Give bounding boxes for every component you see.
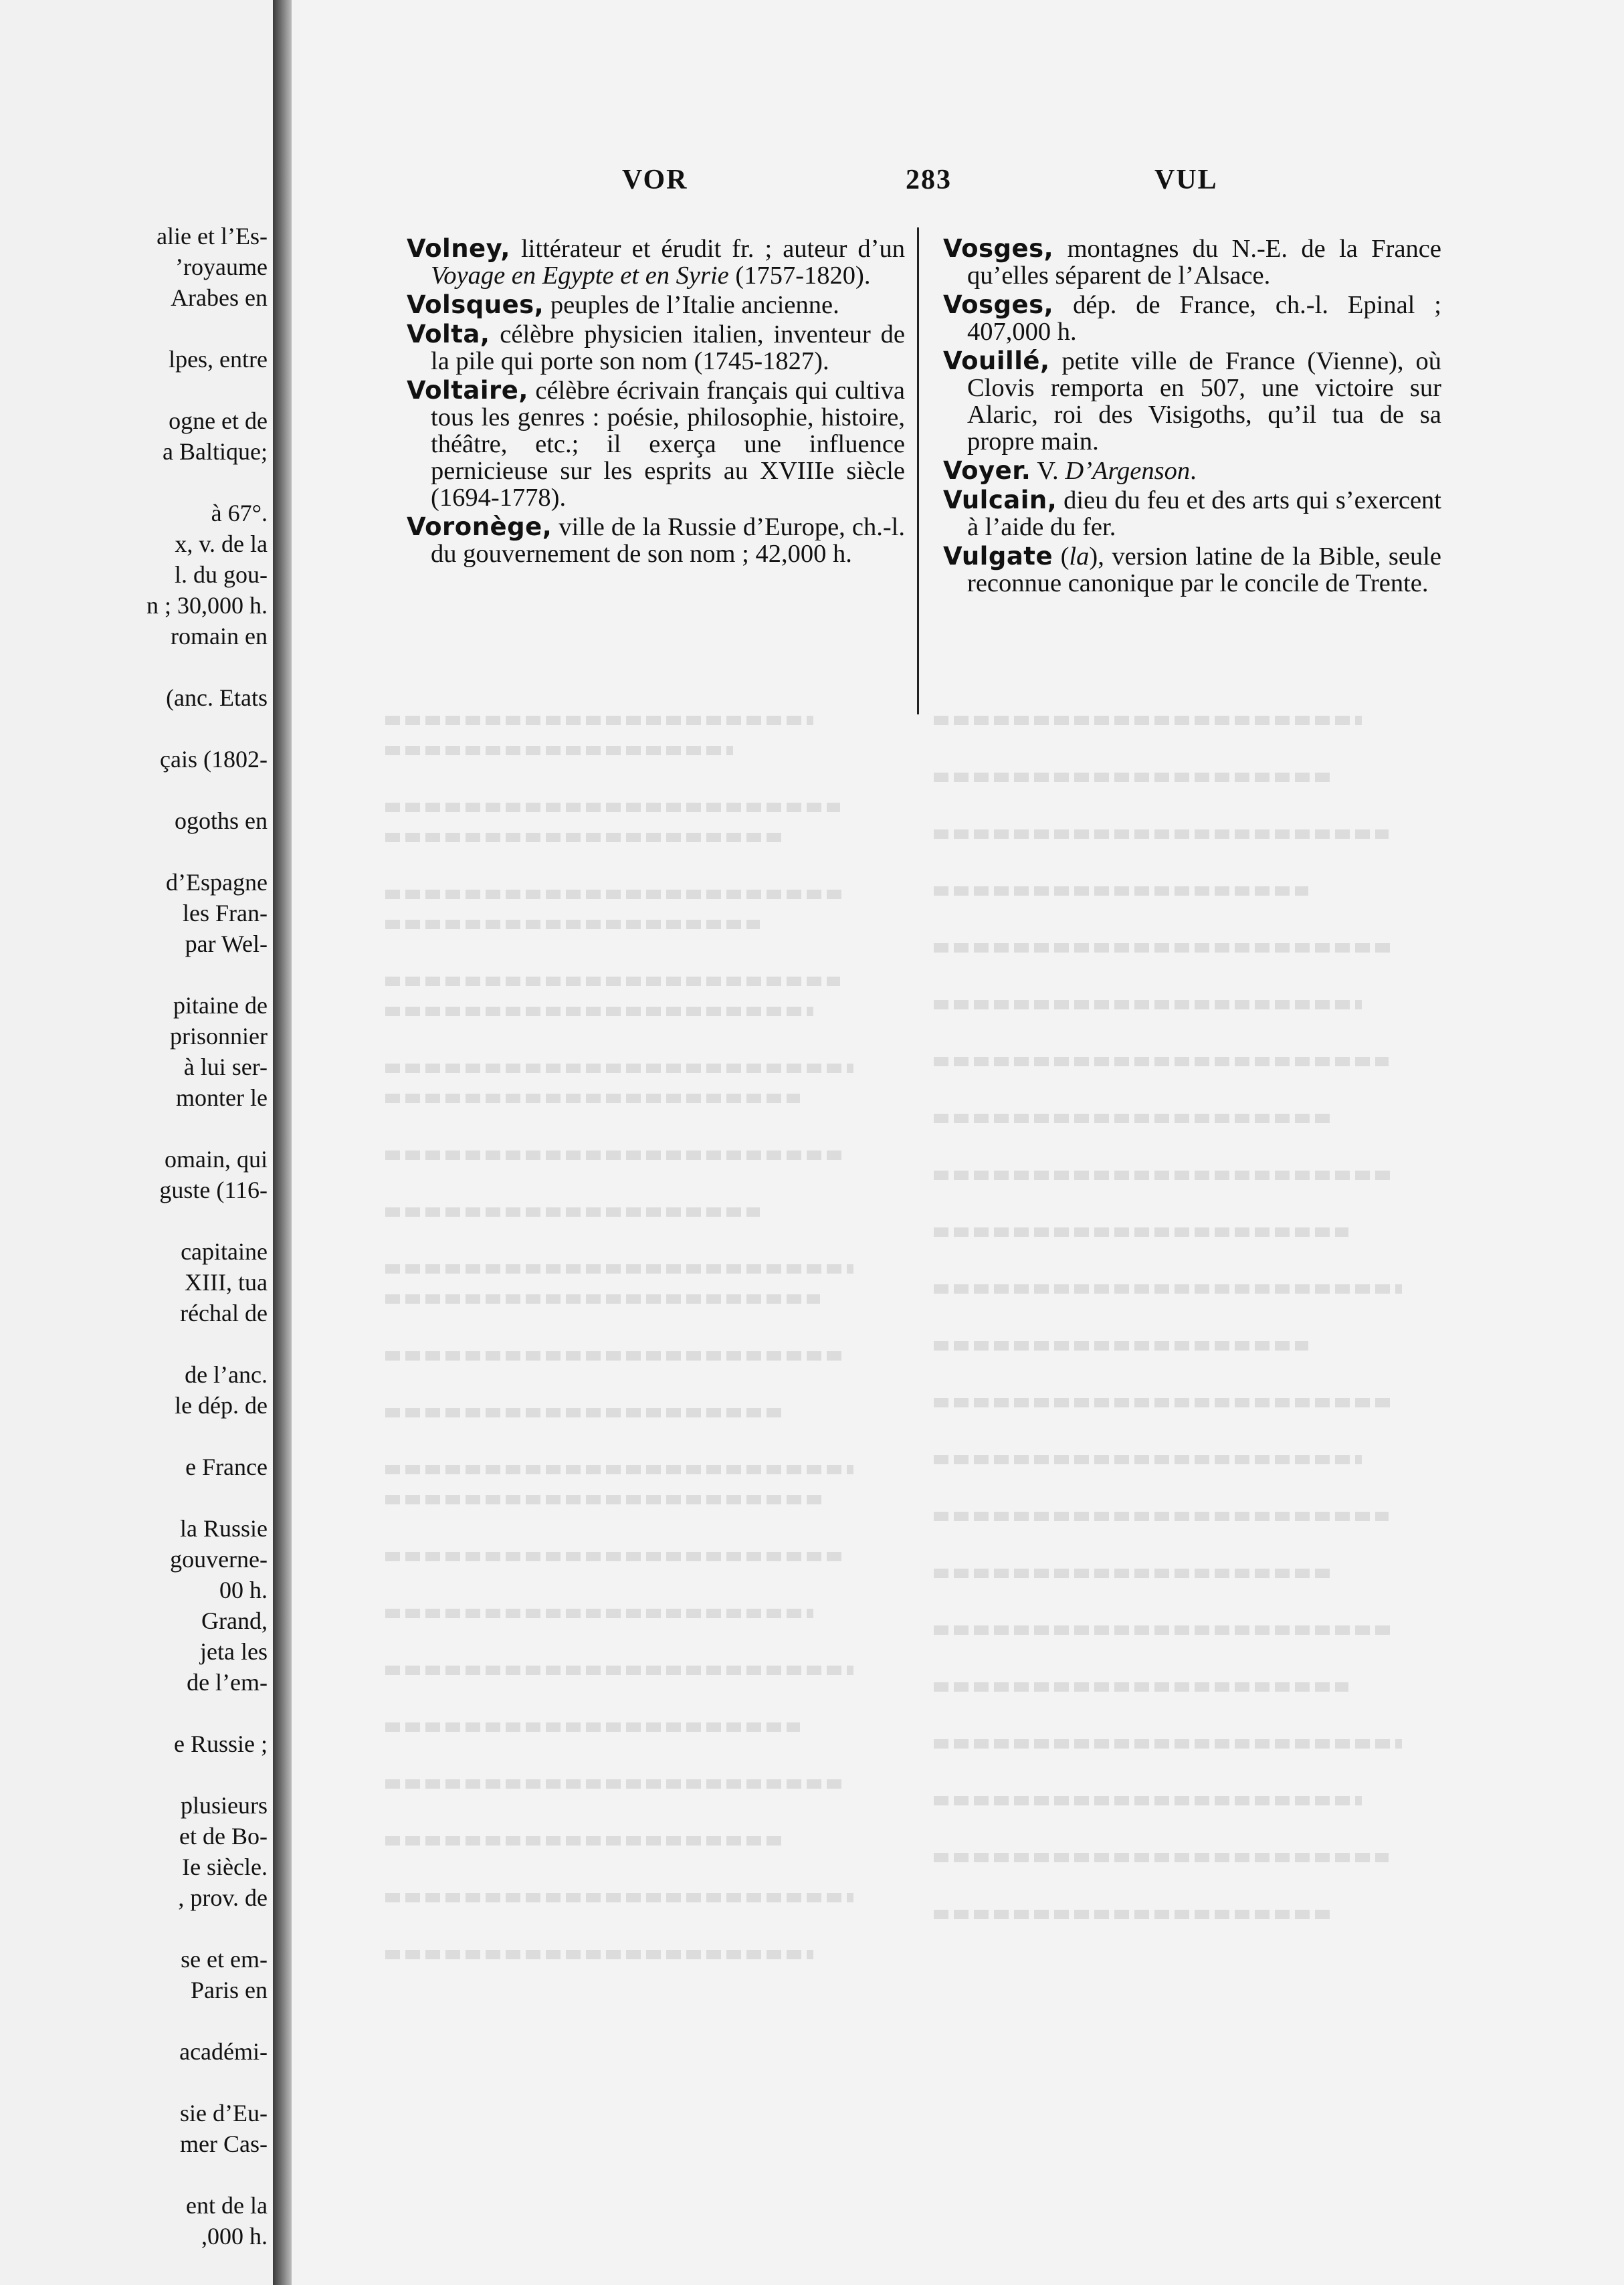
facing-page-text-fragment: pitaine de: [173, 992, 268, 1019]
bleed-through-line: [934, 1796, 1362, 1805]
facing-page-text-fragment: et de Bo-: [179, 1823, 268, 1850]
entry-definition: ville de la Russie d’Europe, ch.-l. du gouvernement de son nom ; 42,000 h.: [431, 513, 905, 568]
facing-page-text-fragment: a Baltique;: [163, 438, 268, 465]
dictionary-entry: [943, 348, 1441, 455]
bleed-through-line: [934, 716, 1362, 725]
facing-page-text-fragment: alie et l’Es-: [157, 223, 268, 250]
facing-page-text-fragment: la Russie: [180, 1515, 268, 1542]
facing-page-text-fragment: capitaine: [181, 1238, 268, 1265]
bleed-through-line: [385, 977, 840, 986]
running-head: [292, 164, 1624, 204]
bleed-through-line: [934, 1682, 1348, 1692]
bleed-through-line: [385, 1609, 813, 1618]
facing-page-text-fragment: de l’anc.: [185, 1361, 268, 1388]
entry-headword: Voronège,: [407, 512, 552, 541]
facing-page-text-fragment: (anc. Etats: [166, 684, 268, 711]
bleed-through-line: [385, 890, 847, 899]
bleed-through-line: [385, 1950, 813, 1959]
facing-page-text-fragment: ’royaume: [175, 254, 268, 280]
bleed-through-line: [385, 1007, 813, 1016]
entry-definition: dieu du feu et des arts qui s’exercent à l’aide du fer.: [967, 486, 1441, 541]
entry-headword: Vouillé,: [943, 346, 1050, 375]
facing-page-text-fragment: n ; 30,000 h.: [146, 592, 268, 619]
entry-definition-tail: .: [1190, 457, 1197, 485]
bleed-through-line: [385, 746, 733, 755]
facing-page-text-fragment: les Fran-: [183, 900, 268, 926]
bleed-through-line: [385, 1836, 787, 1846]
entry-definition: littérateur et érudit fr. ; auteur d’un: [510, 235, 905, 263]
facing-page-text-fragment: par Wel-: [185, 930, 268, 957]
running-head-left: VOR: [622, 165, 688, 195]
facing-page-text-fragment: plusieurs: [181, 1792, 268, 1819]
facing-page-text-fragment: de l’em-: [187, 1669, 268, 1696]
bleed-through-line: [934, 1114, 1335, 1123]
entry-headword: Volney,: [407, 234, 510, 263]
entry-headword: Vosges,: [943, 234, 1054, 263]
entry-headword: Voyer.: [943, 456, 1031, 485]
entry-definition: (: [1053, 542, 1070, 571]
dictionary-entry: [407, 321, 905, 375]
bleed-through-line: [934, 1000, 1362, 1009]
right-column: [943, 235, 1441, 599]
bleed-through-line: [385, 1552, 847, 1561]
bleed-through-line: [385, 1094, 800, 1103]
bleed-through-line: [934, 1398, 1395, 1407]
entry-italic-text: Voyage en Egypte et en Syrie: [431, 262, 729, 290]
entry-definition-tail: (1757-1820).: [728, 262, 871, 290]
left-column: [407, 235, 905, 570]
facing-page-text-fragment: Grand,: [201, 1607, 268, 1634]
book-gutter: [273, 0, 292, 2285]
entry-headword: Vosges,: [943, 290, 1054, 319]
dictionary-entry: [407, 292, 905, 318]
facing-page-text-fragment: jeta les: [200, 1638, 268, 1665]
entry-headword: Voltaire,: [407, 376, 528, 405]
facing-page-text-fragment: l. du gou-: [175, 561, 268, 588]
bleed-through-line: [934, 1284, 1402, 1294]
bleed-through-line: [934, 1910, 1335, 1919]
dictionary-entry: [943, 543, 1441, 597]
bleed-through-line: [934, 1171, 1395, 1180]
facing-page-text-fragment: , prov. de: [178, 1884, 268, 1911]
bleed-through-line: [934, 1227, 1348, 1237]
facing-page-text-fragment: XIII, tua: [185, 1269, 268, 1296]
entry-definition: célèbre écrivain français qui cultiva tous les genres : poésie, philosophie, histoire, théâtre, etc.; il exerça une influence pernicieuse sur les esprits au XVIIIe siècle (1694-1778).: [431, 377, 905, 512]
dictionary-entry: [407, 235, 905, 289]
facing-page-text-fragment: monter le: [176, 1084, 268, 1111]
entry-definition: célèbre physicien italien, inventeur de la pile qui porte son nom (1745-1827).: [431, 320, 905, 375]
bleed-through-line: [385, 1151, 847, 1160]
bleed-through-line: [934, 943, 1395, 953]
bleed-through-line: [385, 1893, 853, 1902]
facing-page-text-fragment: réchal de: [180, 1300, 268, 1326]
entry-headword: Volsques,: [407, 290, 544, 319]
entry-italic-text: D’Argenson: [1065, 457, 1191, 485]
bleed-through-line: [934, 1512, 1389, 1521]
entry-headword: Vulcain,: [943, 486, 1057, 514]
facing-page-text-fragment: gouverne-: [170, 1546, 268, 1573]
bleed-through-line: [934, 1739, 1402, 1749]
entry-headword: Vulgate: [943, 542, 1053, 571]
facing-page-text-fragment: guste (116-: [159, 1177, 268, 1203]
bleed-through-line: [934, 1057, 1389, 1066]
bleed-through-line: [385, 1779, 847, 1789]
facing-page-text-fragment: ent de la: [186, 2192, 268, 2219]
bleed-through-line: [934, 829, 1389, 839]
facing-page-text-fragment: ogne et de: [169, 407, 268, 434]
bleed-through-line: [385, 1495, 827, 1504]
facing-page-text-fragment: çais (1802-: [160, 746, 268, 773]
bleed-through-line: [934, 1853, 1389, 1862]
entry-italic-text: la: [1069, 542, 1090, 571]
bleed-through-line: [385, 1666, 853, 1675]
facing-page-text-fragment: ogoths en: [175, 807, 268, 834]
facing-page-text-fragment: le dép. de: [175, 1392, 268, 1419]
bleed-through-line: [934, 773, 1335, 782]
bleed-through-line: [385, 1264, 853, 1274]
running-head-right: VUL: [1154, 165, 1218, 195]
bleed-through-line: [934, 1455, 1362, 1464]
facing-page-text-fragment: Arabes en: [171, 284, 268, 311]
dictionary-entry: [407, 514, 905, 567]
entry-definition: peuples de l’Italie ancienne.: [544, 291, 839, 319]
facing-page-text-fragment: romain en: [171, 623, 268, 650]
facing-page-fragment: [0, 0, 273, 2285]
entry-definition: dép. de France, ch.-l. Epinal ; 407,000 h.: [967, 291, 1441, 346]
bleed-through-line: [934, 1625, 1395, 1635]
entry-definition-tail: ), version latine de la Bible, seule reconnue canonique par le concile de Trente.: [967, 542, 1441, 597]
bleed-through-line: [385, 1465, 853, 1474]
entry-definition: petite ville de France (Vienne), où Clovis remporta en 507, une victoire sur Alaric, roi des Visigoths, qu’il tua de sa propre main.: [967, 347, 1441, 456]
dictionary-entry: [943, 292, 1441, 345]
bleed-through-line: [385, 1408, 787, 1417]
dictionary-entry: [943, 487, 1441, 540]
bleed-through-line: [934, 886, 1308, 896]
facing-page-text-fragment: prisonnier: [170, 1023, 268, 1050]
facing-page-text-fragment: sie d’Eu-: [180, 2100, 268, 2126]
dictionary-page: [292, 0, 1624, 2285]
bleed-through-line: [385, 1722, 800, 1732]
page-number: 283: [906, 165, 952, 195]
facing-page-text-fragment: Paris en: [191, 1977, 268, 2003]
facing-page-text-fragment: à 67°.: [211, 500, 268, 526]
facing-page-text-fragment: lpes, entre: [169, 346, 268, 373]
dictionary-entry: [943, 235, 1441, 289]
facing-page-text-fragment: à lui ser-: [183, 1054, 268, 1080]
facing-page-text-fragment: mer Cas-: [180, 2130, 268, 2157]
bleed-through-line: [385, 833, 787, 842]
bleed-through-line: [934, 1569, 1335, 1578]
dictionary-entry: [943, 458, 1441, 484]
facing-page-text-fragment: académi-: [179, 2038, 268, 2065]
bleed-through-line: [385, 1294, 820, 1304]
facing-page-text-fragment: ,000 h.: [201, 2223, 268, 2250]
facing-page-text-fragment: e Russie ;: [174, 1730, 268, 1757]
bleed-through-line: [385, 716, 813, 725]
facing-page-text-fragment: e France: [185, 1454, 268, 1480]
entry-headword: Volta,: [407, 320, 490, 349]
column-divider: [917, 227, 919, 714]
dictionary-entry: [407, 377, 905, 511]
bleed-through-line: [934, 1341, 1308, 1351]
bleed-through-line: [385, 1064, 853, 1073]
bleed-through-line: [385, 803, 840, 812]
facing-page-text-fragment: d’Espagne: [166, 869, 268, 896]
bleed-through-line: [385, 1351, 847, 1361]
entry-definition: montagnes du N.-E. de la France qu’elles séparent de l’Alsace.: [967, 235, 1441, 290]
facing-page-text-fragment: se et em-: [181, 1946, 268, 1973]
bleed-through-line: [385, 1207, 760, 1217]
facing-page-text-fragment: 00 h.: [219, 1577, 268, 1603]
entry-definition: V.: [1031, 457, 1065, 485]
bleed-through-line: [385, 920, 760, 929]
facing-page-text-fragment: x, v. de la: [175, 530, 268, 557]
facing-page-text-fragment: Ie siècle.: [182, 1854, 268, 1880]
facing-page-text-fragment: omain, qui: [165, 1146, 268, 1173]
